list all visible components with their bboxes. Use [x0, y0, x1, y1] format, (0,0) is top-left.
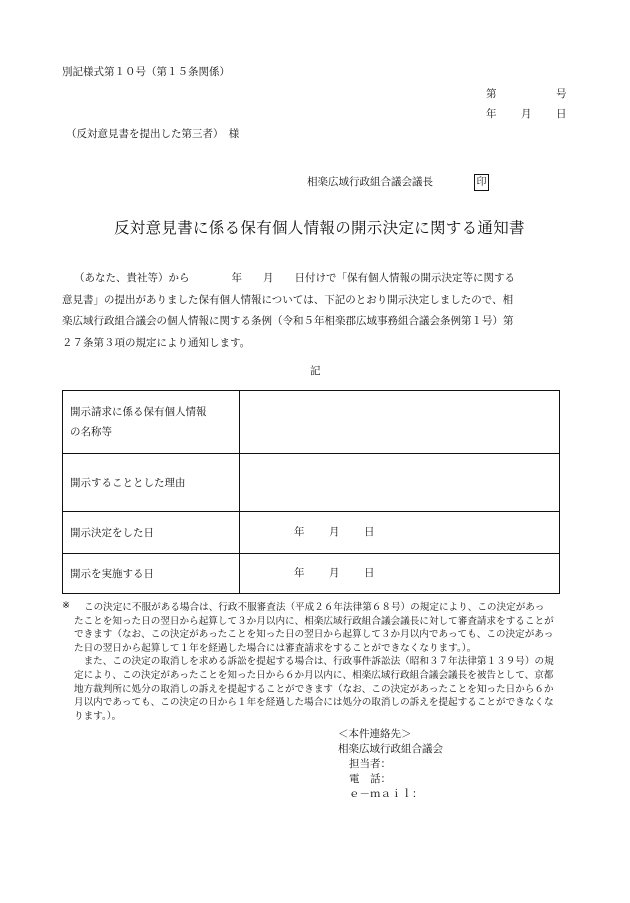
- contact-phone: 電 話：: [349, 773, 391, 785]
- contact-org: 相楽広域行政組合議会: [338, 743, 443, 755]
- row-label-line: 開示することとした理由: [70, 476, 186, 489]
- contact-heading: ＜本件連絡先＞: [338, 728, 412, 740]
- date-month: 月: [329, 567, 340, 579]
- body-line: 意見書」の提出がありました保有個人情報については、下記のとおり開示決定しましたので、相: [62, 293, 514, 306]
- date-year: 年: [294, 567, 305, 579]
- row-label: [63, 554, 240, 594]
- date-day: 日: [364, 526, 375, 538]
- page-title: 反対意見書に係る保有個人情報の開示決定に関する通知書: [114, 219, 525, 237]
- row-label-line: の名称等: [70, 426, 112, 438]
- note-line: たことを知った日の翌日から起算して３か月以内に、相楽広域行政組合議会議長に対して審査請求をすることが: [74, 615, 554, 627]
- contact-person: 担当者：: [349, 758, 391, 770]
- date-day: 日: [556, 108, 567, 120]
- doc-number-suffix: 号: [556, 88, 567, 100]
- row-label: [63, 454, 240, 512]
- note-line: できます（なお、この決定があったことを知った日の翌日から起算して３か月以内であっても、この決定があっ: [74, 629, 554, 641]
- table-row: [63, 512, 560, 554]
- note-line: 定により、この決定があったことを知った日から６か月以内に、相楽広域行政組合議会議長を被告として、京都: [74, 669, 554, 681]
- date-year: 年: [294, 526, 305, 538]
- notes: [62, 601, 574, 723]
- row-value: [240, 391, 560, 454]
- table-row: [63, 454, 560, 512]
- row-label-line: 開示決定をした日: [70, 526, 154, 539]
- note-line: また、この決定の取消しを求める訴訟を提起する場合は、行政事件訴訟法（昭和３７年法律第１３９号）の規: [74, 656, 554, 668]
- note-line: この決定に不服がある場合は、行政不服審査法（平成２６年法律第６８号）の規定により、この決定があっ: [84, 602, 545, 613]
- note-mark: ※: [62, 600, 71, 611]
- row-value: [240, 454, 560, 512]
- date-month: 月: [521, 108, 532, 120]
- body-line: 楽広域行政組合議会の個人情報に関する条例（令和５年相楽郡広域事務組合議会条例第１号）第: [62, 315, 514, 327]
- form-number: 別記様式第１０号（第１５条関係）: [62, 66, 230, 78]
- seal-stamp: 印: [474, 174, 489, 191]
- note-line: ります。）。: [74, 710, 122, 722]
- body-line: ２７条第３項の規定により通知します。: [62, 336, 251, 349]
- note-line: た日の翌日から起算して１年を経過した場合には審査請求をすることができなくなります。）。: [74, 642, 477, 654]
- body-line: （あなた、貴社等）から 年 月 日付けで「保有個人情報の開示決定等に関する: [74, 272, 515, 284]
- addressee: （反対意見書を提出した第三者） 様: [66, 128, 240, 140]
- row-label: [63, 391, 240, 454]
- date-day: 日: [364, 567, 375, 579]
- table-row: [63, 554, 560, 594]
- disclosure-table: [62, 390, 560, 594]
- row-label-line: 開示を実施する日: [70, 567, 154, 580]
- date-year: 年: [486, 108, 497, 120]
- date-month: 月: [329, 526, 340, 538]
- note-line: 月以内であっても、この決定の日から１年を経過した場合には処分の取消しの訴えを提起することができなくな: [74, 697, 554, 709]
- contact-email: ｅ－ｍａｉｌ：: [349, 788, 423, 800]
- row-value: [240, 512, 560, 554]
- ki-heading: 記: [310, 365, 321, 377]
- issuer: 相楽広域行政組合議会議長: [307, 176, 433, 188]
- row-label-line: 開示請求に係る保有個人情報: [70, 406, 207, 418]
- row-value: [240, 554, 560, 594]
- table-row: [63, 391, 560, 454]
- body-paragraph: [62, 268, 572, 354]
- doc-number-prefix: 第: [486, 88, 497, 100]
- row-label: [63, 512, 240, 554]
- note-line: 地方裁判所に処分の取消しの訴えを提起することができます（なお、この決定があったことを知った日から６か: [74, 683, 554, 695]
